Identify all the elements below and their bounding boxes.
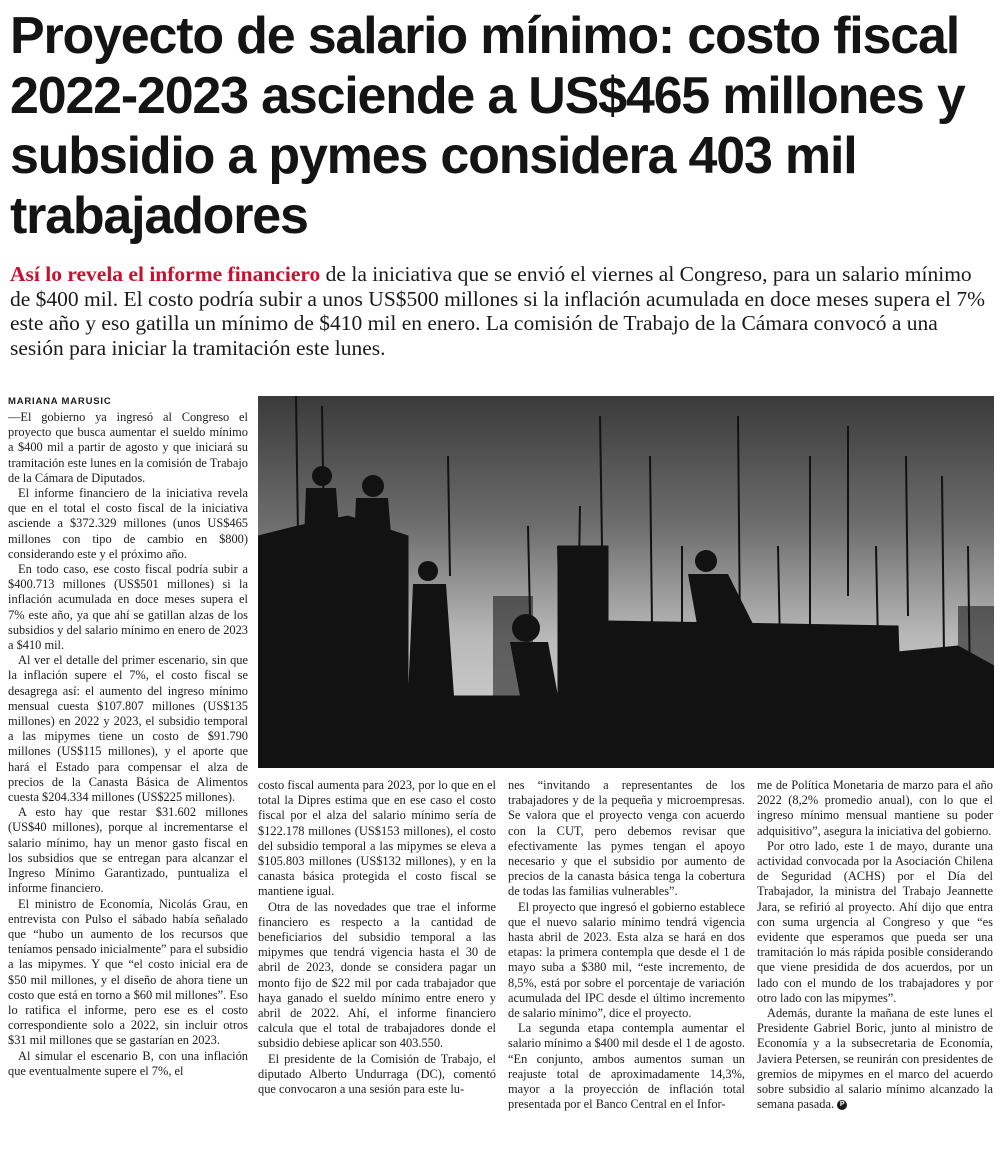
paragraph xyxy=(757,1006,993,1112)
paragraph: Al simular el escenario B, con una inflación que eventualmente supere el 7%, el xyxy=(8,1048,248,1078)
lead-text: de la iniciativa que se envió el viernes al Congreso, para un salario mínimo de $400 mil. El costo podría subir a unos US$500 millones si la inflación acumulada en doce meses supera el 7% este año y eso gatilla un mínimo de $410 mil en enero. La comisión de Trabajo de la Cámara convocó a una sesión para iniciar la tramitación este lunes. xyxy=(10,262,986,360)
paragraph: Al ver el detalle del primer escenario, sin que la inflación supere el 7%, el costo fiscal se desagrega así: el aumento del ingreso mínimo mensual cuesta $107.807 millones (US$135 millones) en 2022 y 2023, el subsidio temporal a las mipymes tiene un costo de $91.790 millones (US$115 millones), y el aporte que hará el Estado para compensar el alza de precios de la Canasta Básica de Alimentos cuesta $204.334 millones (US$225 millones). xyxy=(8,653,248,805)
text-column-4 xyxy=(757,778,993,1160)
end-mark-icon: P xyxy=(837,1100,847,1110)
article-photo xyxy=(258,396,994,768)
paragraph: La segunda etapa contempla aumentar el salario mínimo a $400 mil desde el 1 de agosto. “En conjunto, ambos aumentos suman un reajuste total de aproximadamente 14,3%, mayor a la proyección de inflación total presentada por el Banco Central en el Infor- xyxy=(508,1021,745,1112)
paragraph: me de Política Monetaria de marzo para el año 2022 (8,2% promedio anual), con lo que el ingreso mínimo mensual mantiene su poder adquisitivo”, asegura la iniciativa del gobierno. xyxy=(757,778,993,838)
headline: Proyecto de salario mínimo: costo fiscal 2022-2023 asciende a US$465 millones y subsidio a pymes considera 403 mil trabajadores xyxy=(10,7,965,245)
text-column-3 xyxy=(508,778,745,1160)
text-column-2 xyxy=(258,778,496,1160)
paragraph: Por otro lado, este 1 de mayo, durante una actividad convocada por la Asociación Chilena de Seguridad (ACHS) por el Día del Trabajador, la ministra del Trabajo Jeannette Jara, se refirió al proyecto. Ahí dijo que entra con suma urgencia al Congreso y que “es evidente que esperamos que pueda ser una tramitación lo más rápida posible considerando que viene presidida de dos acuerdos, por un lado con el mundo de los trabajadores y por otro lado con las mipymes”. xyxy=(757,838,993,1005)
paragraph: El ministro de Economía, Nicolás Grau, en entrevista con Pulso el sábado había señalado que “hubo un aumento de los recursos que teníamos pensado inicialmente” para el subsidio a las mipymes. Y que “el costo inicial era de $50 mil millones, y el diseño de ahora tiene un costo que está en torno a $60 mil millones”. Eso lo ratifica el informe, pero ese es el costo correspondiente solo a 2022, sin incluir otros $31 mil millones que se gastarían en 2023. xyxy=(8,896,248,1048)
paragraph: El informe financiero de la iniciativa revela que en el total el costo fiscal de la iniciativa asciende a $372.329 millones (unos US$465 millones con tipo de cambio en $800) considerando este y el próximo año. xyxy=(8,486,248,561)
paragraph: En todo caso, ese costo fiscal podría subir a $400.713 millones (US$501 millones) si la inflación acumulada en doce meses supera el 7% este año, ya que ahí se gatillan alzas de los subsidios y del salario mínimo en enero de 2023 a $410 mil. xyxy=(8,562,248,653)
lead-highlight: Así lo revela el informe financiero xyxy=(10,262,321,286)
paragraph-text: Además, durante la mañana de este lunes el Presidente Gabriel Boric, junto al ministro de Economía y a la subsecretaria de Economía, Javiera Petersen, se reunirán con presidentes de gremios de mipymes en el marco del acuerdo sobre subsidio al salario mínimo alcanzado la semana pasada. xyxy=(757,1006,993,1112)
paragraph: Otra de las novedades que trae el informe financiero es respecto a la cantidad de beneficiarios del subsidio temporal a las mipymes que tendrá vigencia hasta el 30 de abril de 2023, donde se considera pagar un monto fijo de $22 mil por cada trabajador que haya ganado el sueldo mínimo entre enero y abril de 2022. Ahí, el informe financiero calcula que el total de trabajadores donde el subsidio debiese aplicar son 403.550. xyxy=(258,899,496,1051)
paragraph: nes “invitando a representantes de los trabajadores y de la pequeña y microempresas. Se valora que el proyecto venga con acuerdo con la CUT, pero debemos revisar que efectivamente las pymes tengan el apoyo necesario y que el subsidio por aumento de precios de la canasta básica tenga la cobertura de todas las familias vulnerables”. xyxy=(508,778,745,899)
paragraph: El proyecto que ingresó el gobierno establece que el nuevo salario mínimo tendrá vigencia hasta abril de 2023. Esta alza se hará en dos etapas: la primera contempla que desde el 1 de mayo suba a $380 mil, “este incremento, de 8,5%, está por sobre el porcentaje de variación acumulada del IPC desde el último incremento de salario mínimo”, dice el proyecto. xyxy=(508,899,745,1021)
paragraph: costo fiscal aumenta para 2023, por lo que en el total la Dipres estima que en ese caso el costo fiscal por el alza del salario mínimo sería de $122.178 millones (US$153 millones), el costo del subsidio temporal a las mipymes se eleva a $105.803 millones (US$132 millones), y en la canasta básica protegida el costo fiscal se mantiene igual. xyxy=(258,778,496,899)
paragraph: A esto hay que restar $31.602 millones (US$40 millones), porque al incrementarse el salario mínimo, hay un menor gasto fiscal en los subsidios que se entregan para alcanzar el Ingreso Mínimo Garantizado, puntualiza el informe financiero. xyxy=(8,805,248,896)
lead-paragraph xyxy=(10,262,990,360)
text-column-1 xyxy=(8,410,248,1160)
paragraph: El presidente de la Comisión de Trabajo, el diputado Alberto Undurraga (DC), comentó que convocaron a una sesión para este lu- xyxy=(258,1051,496,1097)
paragraph: —El gobierno ya ingresó al Congreso el proyecto que busca aumentar el sueldo mínimo a $400 mil a partir de agosto y que iniciará su tramitación este lunes en la comisión de Trabajo de la Cámara de Diputados. xyxy=(8,410,248,485)
byline: MARIANA MARUSIC xyxy=(8,396,112,407)
